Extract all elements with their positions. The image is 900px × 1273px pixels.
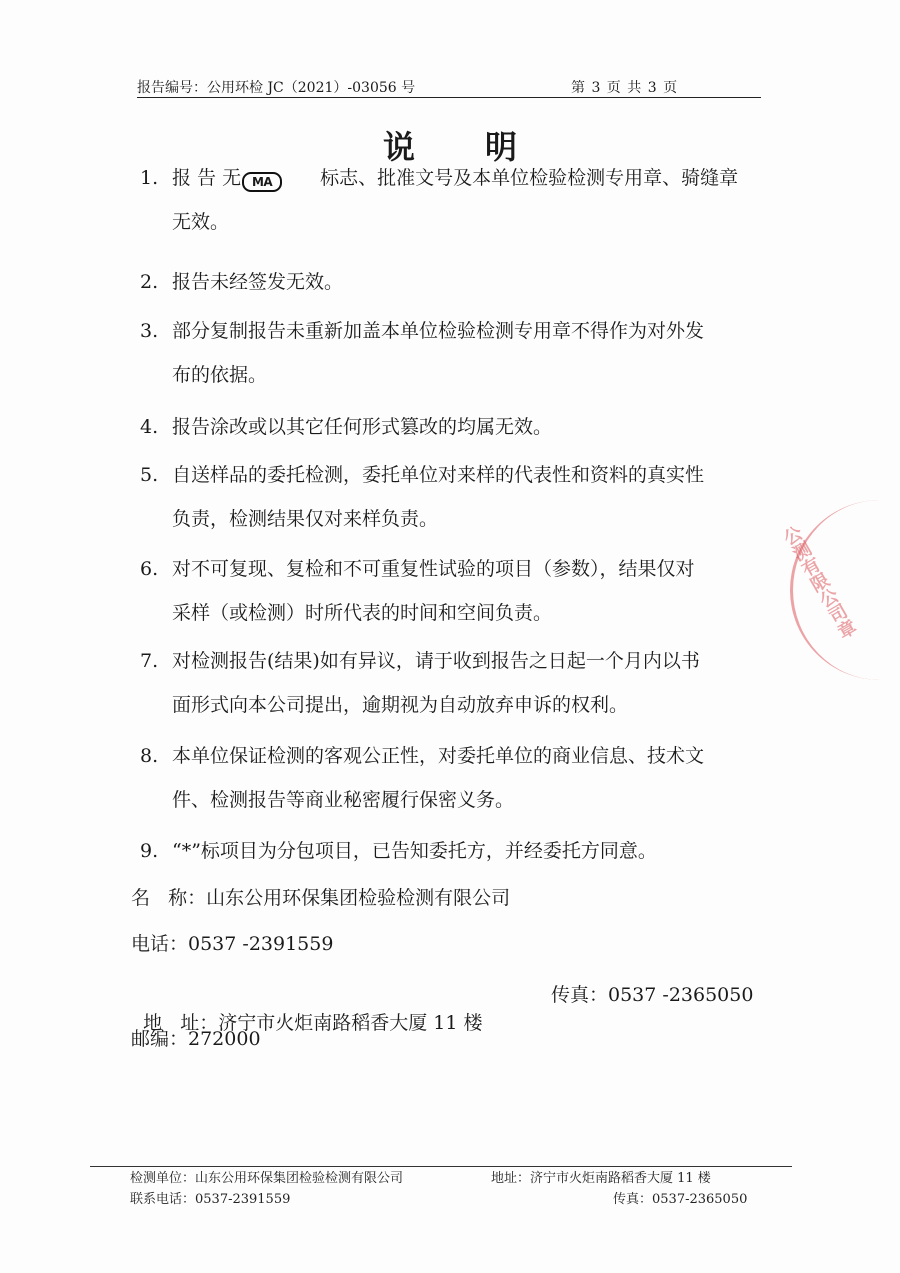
item-text: 自送样品的委托检测，委托单位对来样的代表性和资料的真实性 <box>172 464 705 486</box>
item-text: 本单位保证检测的客观公正性，对委托单位的商业信息、技术文 <box>172 745 705 767</box>
list-item <box>140 156 765 244</box>
page-title: 说明 <box>382 128 587 166</box>
seal-text: 公测有限公司章 <box>777 522 860 643</box>
list-item <box>140 547 765 635</box>
item-number: 4. <box>140 416 159 438</box>
item-text: 报 告 无 <box>172 167 242 189</box>
item-text: 报告涂改或以其它任何形式篡改的均属无效。 <box>172 416 553 438</box>
item-number: 5. <box>140 464 159 486</box>
company-name: 名 称：山东公用环保集团检验检测有限公司 <box>131 887 511 909</box>
footer-unit: 检测单位：山东公用环保集团检验检测有限公司 <box>130 1171 404 1186</box>
list-item <box>140 639 765 727</box>
item-number: 9. <box>140 840 159 862</box>
item-text-cont: 面形式向本公司提出，逾期视为自动放弃申诉的权利。 <box>172 694 629 716</box>
footer-phone: 联系电话：0537-2391559 <box>130 1192 291 1207</box>
list-item <box>140 405 765 449</box>
footer-divider <box>90 1166 792 1167</box>
list-item <box>140 453 765 541</box>
item-text: 部分复制报告未重新加盖本单位检验检测专用章不得作为对外发 <box>172 320 705 342</box>
item-number: 6. <box>140 558 159 580</box>
page-indicator: 第 3 页 共 3 页 <box>571 80 679 96</box>
item-text: “*”标项目为分包项目，已告知委托方，并经委托方同意。 <box>172 840 657 862</box>
item-text: 报告未经签发无效。 <box>172 271 344 293</box>
item-text-cont: 件、检测报告等商业秘密履行保密义务。 <box>172 789 515 811</box>
item-number: 7. <box>140 650 159 672</box>
company-address: 地 址：济宁市火炬南路稻香大厦 11 楼 <box>143 1012 483 1034</box>
company-postcode: 邮编：272000 <box>131 1028 261 1050</box>
item-text: 标志、批准文号及本单位检验检测专用章、骑缝章 <box>320 167 739 189</box>
header-divider <box>137 97 761 98</box>
item-number: 8. <box>140 745 159 767</box>
item-text: 对不可复现、复检和不可重复性试验的项目（参数），结果仅对 <box>172 558 695 580</box>
list-item <box>140 309 765 397</box>
cma-logo-icon: MA <box>242 172 282 192</box>
item-number: 2. <box>140 271 159 293</box>
item-text-cont: 无效。 <box>172 211 230 233</box>
company-fax: 传真：0537 -2365050 <box>551 984 754 1006</box>
item-number: 1. <box>140 167 159 189</box>
item-text: 对检测报告(结果)如有异议，请于收到报告之日起一个月内以书 <box>172 650 700 672</box>
item-text-cont: 采样（或检测）时所代表的时间和空间负责。 <box>172 602 553 624</box>
item-number: 3. <box>140 320 159 342</box>
item-text-cont: 负责，检测结果仅对来样负责。 <box>172 508 439 530</box>
company-seal <box>777 500 900 680</box>
list-item <box>140 734 765 822</box>
report-header <box>137 74 761 98</box>
footer-fax: 传真：0537-2365050 <box>613 1192 748 1207</box>
report-number: 报告编号：公用环检 JC（2021）-03056 号 <box>137 80 416 96</box>
footer-address: 地址：济宁市火炬南路稻香大厦 11 楼 <box>491 1171 711 1186</box>
company-phone: 电话：0537 -2391559 <box>131 933 334 955</box>
list-item <box>140 260 765 304</box>
item-text-cont: 布的依据。 <box>172 364 268 386</box>
list-item <box>140 829 765 873</box>
